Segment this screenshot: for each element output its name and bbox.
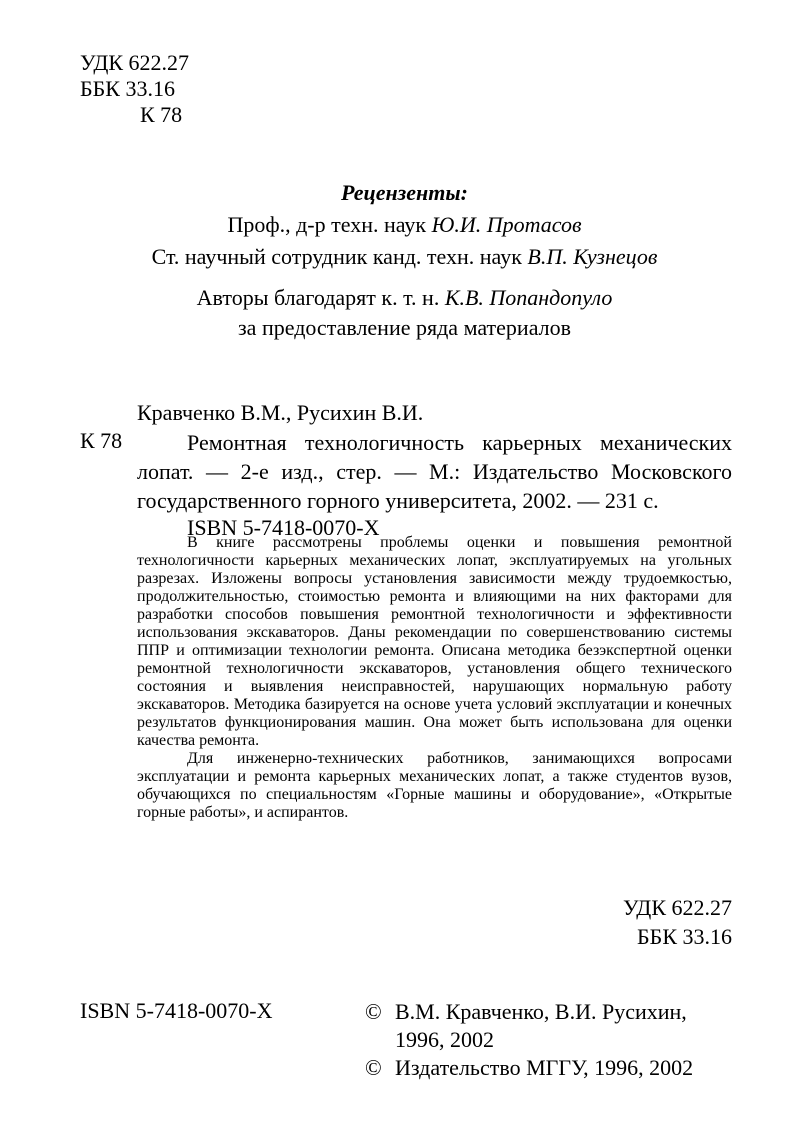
authors-line: Кравченко В.М., Русихин В.И.: [137, 400, 424, 425]
copyright-publisher: © Издательство МГГУ, 1996, 2002: [365, 1055, 694, 1080]
reviewer-1-name: Ю.И. Протасов: [431, 212, 582, 237]
abstract-paragraph-2: Для инженерно-технических работников, занимающихся вопросами эксплуатации и ремонта карьерных механических лопат, а также студентов вузов, обучающихся по специальностям «Горные машины и оборудование», «Открытые горные работы», и аспирантов.: [137, 750, 732, 821]
reviewer-1: Проф., д-р техн. наук Ю.И. Протасов: [227, 212, 582, 237]
reviewers-heading: Рецензенты:: [341, 180, 468, 205]
bottom-classification: [560, 893, 732, 951]
author-mark: К 78: [140, 102, 183, 127]
copyright-authors-years: 1996, 2002: [395, 1027, 494, 1052]
copyright-icon: ©: [365, 1055, 382, 1080]
abstract-paragraph-1: В книге рассмотрены проблемы оценки и повышения ремонтной технологичности карьерных механических лопат, эксплуатируемых на угольных разрезах. Изложены вопросы установления зависимости между трудоемкостью, продолжительностью, стоимостью ремонта и влияющими на них факторами для разработки способов повышения ремонтной технологичности и эффективности использования экскаваторов. Даны рекомендации по совершенствованию системы ППР и оптимизации технологии ремонта. Описана методика безэкспертной оценки ремонтной технологичности экскаваторов, установления общего технического состояния и выявления неисправностей, нарушающих нормальную работу экскаваторов. Методика базируется на основе учета условий эксплуатации и конечных результатов функционирования машин. Она может быть использована для оценки качества ремонта.: [137, 534, 732, 749]
reviewer-2-name: В.П. Кузнецов: [527, 244, 658, 269]
copyright-block: [365, 998, 745, 1082]
bbk-code: ББК 33.16: [80, 76, 175, 101]
bbk-code-bottom: ББК 33.16: [637, 924, 732, 949]
copyright-authors: © В.М. Кравченко, В.И. Русихин,: [365, 999, 687, 1024]
bibliographic-description: Ремонтная технологичность карьерных механических лопат. — 2-е изд., стер. — М.: Издательство Московского государственного горного университета, 2002. — 231 с.: [137, 430, 732, 513]
acknowledged-person: К.В. Попандопуло: [444, 285, 613, 310]
udk-code: УДК 622.27: [80, 50, 190, 75]
acknowledgement-line-1: Авторы благодарят к. т. н. К.В. Попандопуло: [196, 285, 613, 310]
classification-block: [80, 50, 189, 128]
bib-author-mark: К 78: [80, 428, 123, 453]
acknowledgement-line-2: за предоставление ряда материалов: [237, 315, 572, 340]
isbn-bibliographic: ISBN 5-7418-0070-X: [187, 515, 380, 540]
reviewer-2: Ст. научный сотрудник канд. техн. наук В.П. Кузнецов: [151, 244, 658, 269]
abstract-block: [137, 534, 732, 822]
reviewers-block: [0, 177, 809, 273]
acknowledgement-block: [0, 283, 809, 343]
copyright-icon: ©: [365, 999, 382, 1024]
isbn-footer: ISBN 5-7418-0070-X: [80, 998, 273, 1023]
udk-code-bottom: УДК 622.27: [622, 895, 732, 920]
